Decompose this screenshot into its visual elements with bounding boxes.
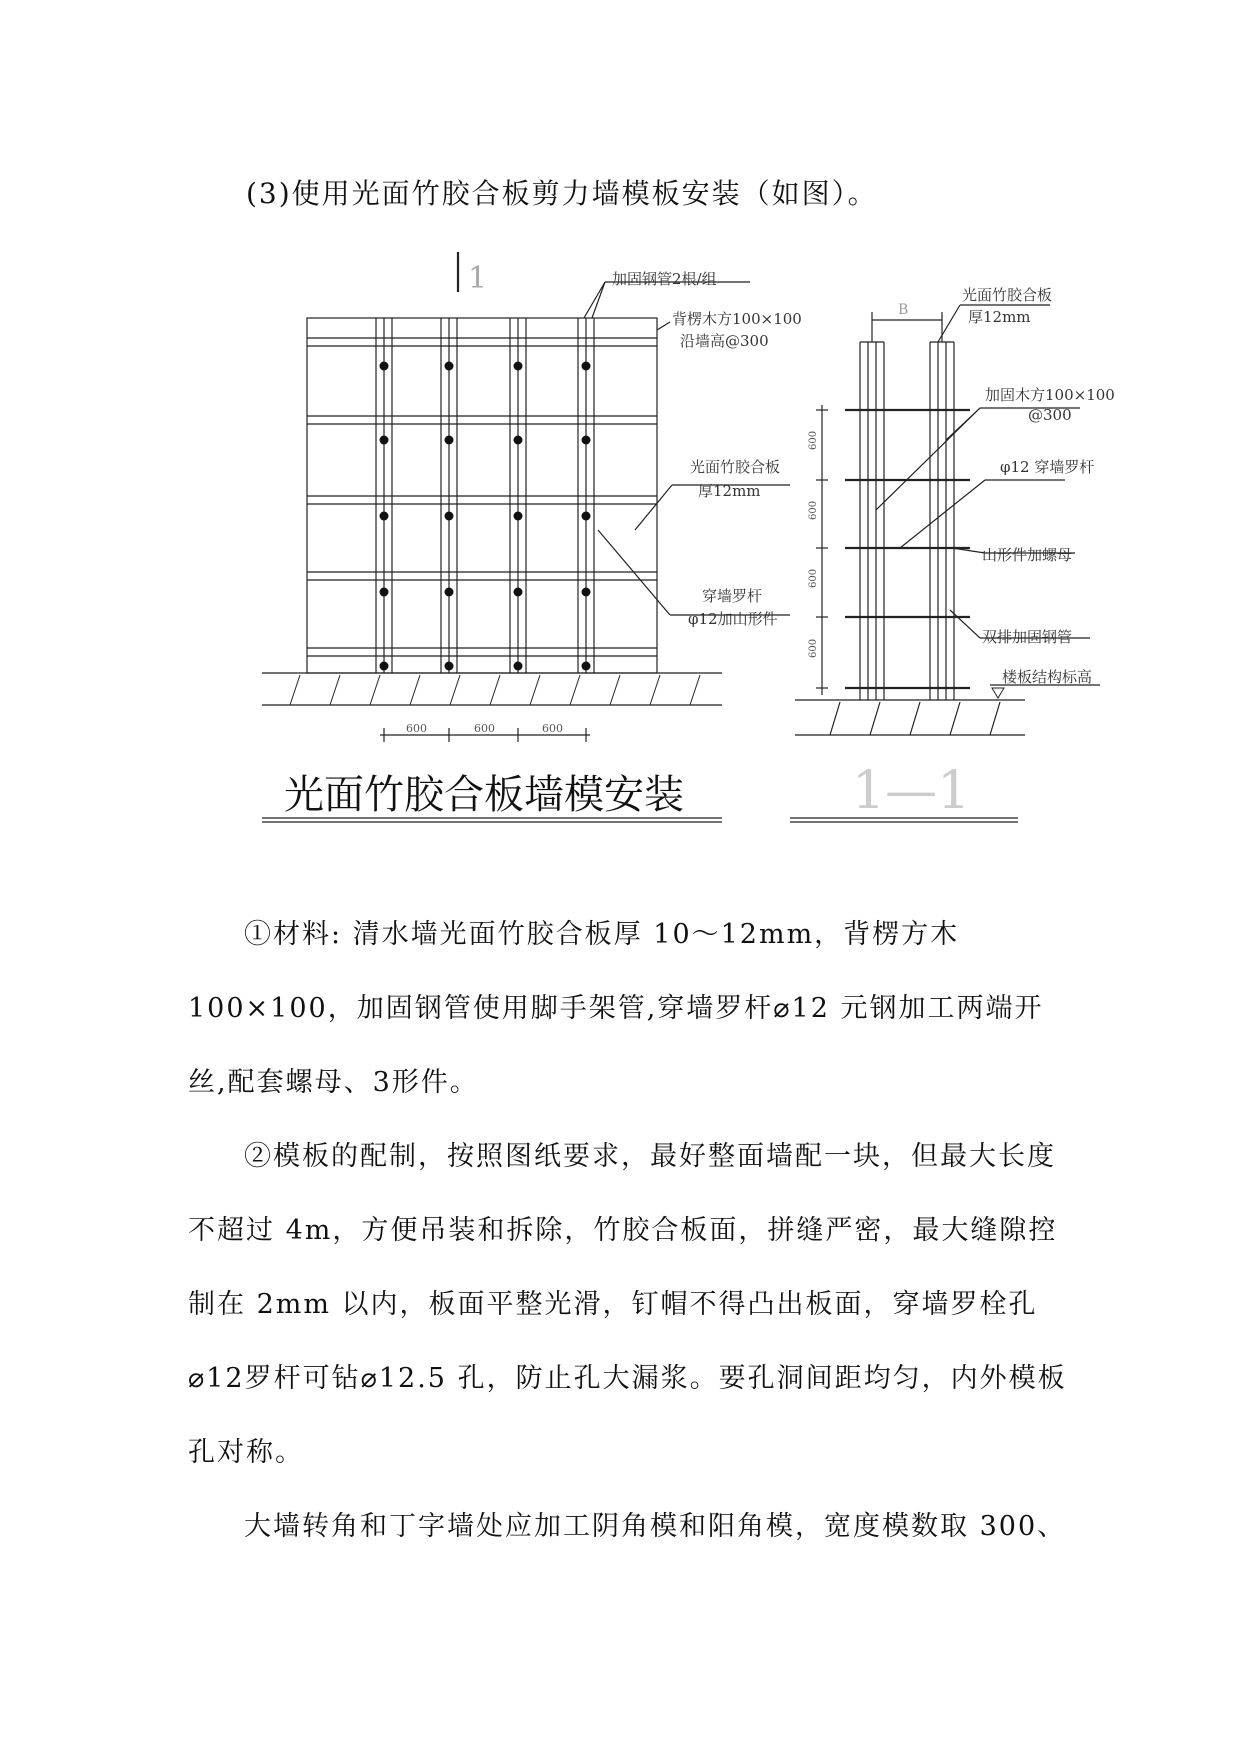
paragraph-materials: ①材料: 清水墙光面竹胶合板厚 10～12mm，背楞方木 100×100，加固钢管使用脚手架管,穿墙罗杆⌀12 元钢加工两端开丝,配套螺母、3形件。: [188, 919, 1044, 1098]
paragraph-corners: 大墙转角和丁字墙处应加工阴角模和阳角模，宽度模数取 300、: [244, 1511, 1067, 1542]
label-back-wood-2: 沿墙高@300: [680, 332, 769, 350]
sec-dim-600-b: 600: [808, 500, 819, 520]
section-title: 1—1: [852, 761, 971, 821]
sec-floor: 楼板结构标高: [1002, 668, 1093, 686]
label-plywood-1: 光面竹胶合板: [690, 458, 781, 476]
ground-hatch: [290, 675, 700, 705]
sec-dim-600-d: 600: [808, 638, 819, 658]
sec-double-pipe: 双排加固钢管: [982, 628, 1073, 646]
paragraph-formwork: ②模板的配制，按照图纸要求，最好整面墙配一块，但最大长度不超过 4m，方便吊装和拆除，竹胶合板面，拼缝严密，最大缝隙控制在 2mm 以内，板面平整光滑，钉帽不得凸出板面，穿墙罗栓孔⌀12罗杆可钻⌀12.5 孔，防止孔大漏浆。要孔洞间距均匀，内外模板孔对称。: [188, 1141, 1067, 1468]
sec-wood-2: @300: [1028, 406, 1072, 424]
formwork-drawing: [0, 0, 1241, 860]
label-bolt-2: φ12加山形件: [688, 610, 778, 628]
drawing-title: 光面竹胶合板墙模安装: [284, 772, 684, 818]
dim-600-a: 600: [406, 722, 427, 735]
horizontal-walers: [307, 338, 657, 656]
sec-dim-600-a: 600: [808, 430, 819, 450]
sec-wood-1: 加固木方100×100: [985, 386, 1115, 404]
label-bolt-1: 穿墙罗杆: [702, 587, 763, 605]
section-mark: 1: [468, 261, 488, 296]
sec-nut: 山形件加螺母: [982, 546, 1073, 564]
sec-plywood-2: 厚12mm: [968, 308, 1031, 326]
tie-bolts: [380, 362, 591, 671]
intro-text: (3)使用光面竹胶合板剪力墙模板安装（如图）。: [246, 177, 878, 210]
label-steel-pipe: 加固钢管2根/组: [612, 270, 717, 288]
dim-600-b: 600: [474, 722, 495, 735]
sec-dim-600-c: 600: [808, 568, 819, 588]
sec-dim-b: B: [898, 302, 909, 318]
elevation-marker: [992, 688, 1004, 698]
label-back-wood-1: 背楞木方100×100: [672, 310, 802, 328]
sec-plywood-1: 光面竹胶合板: [962, 286, 1053, 304]
sec-bolt: φ12 穿墙罗杆: [1000, 458, 1095, 476]
label-plywood-2: 厚12mm: [698, 482, 761, 500]
dim-600-c: 600: [542, 722, 563, 735]
